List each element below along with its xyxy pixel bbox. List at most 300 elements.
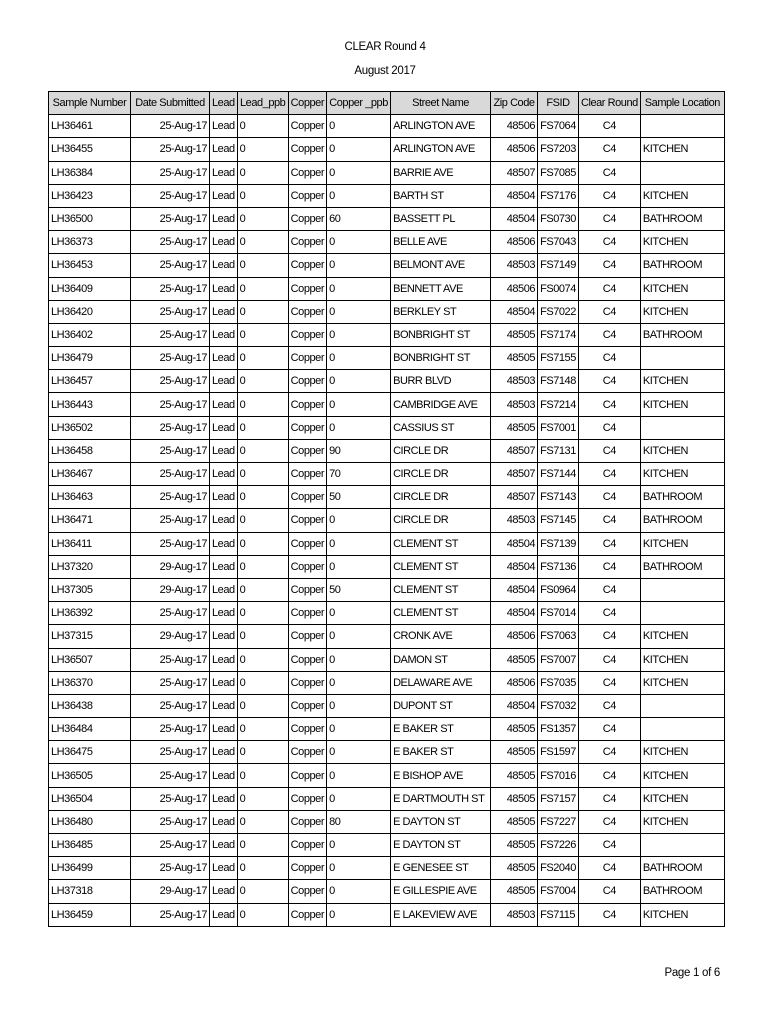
cell-date-submitted: 25-Aug-17	[131, 834, 210, 857]
cell-copper-ppb: 0	[327, 393, 391, 416]
cell-sample-location	[640, 161, 724, 184]
cell-copper: Copper	[288, 555, 326, 578]
cell-date-submitted: 29-Aug-17	[131, 578, 210, 601]
table-row	[49, 834, 725, 857]
column-header-lead-ppb: Lead_ppb	[237, 92, 288, 115]
cell-lead: Lead	[210, 370, 238, 393]
cell-lead: Lead	[210, 764, 238, 787]
cell-copper-ppb: 0	[327, 718, 391, 741]
cell-fsid: FS7176	[538, 184, 579, 207]
cell-zip-code: 48505	[491, 718, 538, 741]
cell-copper-ppb: 0	[327, 741, 391, 764]
cell-date-submitted: 25-Aug-17	[131, 300, 210, 323]
cell-fsid: FS7155	[538, 347, 579, 370]
cell-lead-ppb: 0	[237, 463, 288, 486]
cell-street-name: BENNETT AVE	[391, 277, 491, 300]
cell-copper: Copper	[288, 231, 326, 254]
cell-fsid: FS7144	[538, 463, 579, 486]
table-row	[49, 648, 725, 671]
cell-lead: Lead	[210, 555, 238, 578]
cell-sample-location	[640, 718, 724, 741]
cell-clear-round: C4	[578, 578, 640, 601]
cell-clear-round: C4	[578, 602, 640, 625]
cell-sample-location: KITCHEN	[640, 463, 724, 486]
table-row	[49, 764, 725, 787]
cell-street-name: DUPONT ST	[391, 694, 491, 717]
cell-sample-number: LH36438	[49, 694, 131, 717]
cell-copper-ppb: 0	[327, 115, 391, 138]
cell-clear-round: C4	[578, 857, 640, 880]
cell-date-submitted: 25-Aug-17	[131, 347, 210, 370]
cell-clear-round: C4	[578, 231, 640, 254]
cell-lead: Lead	[210, 602, 238, 625]
column-header-fsid: FSID	[538, 92, 579, 115]
cell-sample-location	[640, 347, 724, 370]
cell-clear-round: C4	[578, 300, 640, 323]
sample-table	[48, 91, 725, 927]
cell-sample-location: BATHROOM	[640, 857, 724, 880]
cell-sample-location: KITCHEN	[640, 138, 724, 161]
cell-sample-location: BATHROOM	[640, 486, 724, 509]
cell-lead: Lead	[210, 463, 238, 486]
cell-lead-ppb: 0	[237, 764, 288, 787]
table-row	[49, 718, 725, 741]
cell-lead-ppb: 0	[237, 486, 288, 509]
cell-zip-code: 48503	[491, 509, 538, 532]
cell-copper: Copper	[288, 625, 326, 648]
cell-sample-number: LH36409	[49, 277, 131, 300]
table-row	[49, 694, 725, 717]
cell-street-name: BASSETT PL	[391, 207, 491, 230]
cell-date-submitted: 25-Aug-17	[131, 115, 210, 138]
table-row	[49, 903, 725, 926]
table-row	[49, 161, 725, 184]
cell-sample-number: LH36475	[49, 741, 131, 764]
cell-sample-location: KITCHEN	[640, 277, 724, 300]
column-header-zip-code: Zip Code	[491, 92, 538, 115]
cell-zip-code: 48504	[491, 207, 538, 230]
cell-clear-round: C4	[578, 532, 640, 555]
cell-copper-ppb: 0	[327, 184, 391, 207]
table-row	[49, 857, 725, 880]
cell-fsid: FS0074	[538, 277, 579, 300]
cell-sample-number: LH37305	[49, 578, 131, 601]
cell-clear-round: C4	[578, 439, 640, 462]
cell-clear-round: C4	[578, 115, 640, 138]
cell-sample-number: LH36467	[49, 463, 131, 486]
cell-sample-number: LH36461	[49, 115, 131, 138]
cell-fsid: FS7014	[538, 602, 579, 625]
cell-copper-ppb: 0	[327, 277, 391, 300]
cell-sample-location: KITCHEN	[640, 671, 724, 694]
cell-zip-code: 48505	[491, 787, 538, 810]
cell-copper: Copper	[288, 857, 326, 880]
cell-copper-ppb: 0	[327, 138, 391, 161]
cell-date-submitted: 25-Aug-17	[131, 718, 210, 741]
cell-sample-number: LH36455	[49, 138, 131, 161]
cell-street-name: DAMON ST	[391, 648, 491, 671]
cell-sample-location: KITCHEN	[640, 764, 724, 787]
cell-sample-number: LH36411	[49, 532, 131, 555]
cell-date-submitted: 25-Aug-17	[131, 602, 210, 625]
cell-lead: Lead	[210, 509, 238, 532]
table-row	[49, 207, 725, 230]
cell-zip-code: 48503	[491, 393, 538, 416]
cell-fsid: FS7063	[538, 625, 579, 648]
document-subtitle: August 2017	[354, 65, 416, 77]
cell-copper: Copper	[288, 277, 326, 300]
cell-fsid: FS7203	[538, 138, 579, 161]
cell-fsid: FS7115	[538, 903, 579, 926]
cell-date-submitted: 25-Aug-17	[131, 694, 210, 717]
cell-date-submitted: 25-Aug-17	[131, 393, 210, 416]
cell-lead: Lead	[210, 138, 238, 161]
cell-date-submitted: 25-Aug-17	[131, 741, 210, 764]
cell-clear-round: C4	[578, 184, 640, 207]
cell-fsid: FS7001	[538, 416, 579, 439]
cell-copper: Copper	[288, 161, 326, 184]
cell-fsid: FS7214	[538, 393, 579, 416]
cell-lead-ppb: 0	[237, 625, 288, 648]
cell-date-submitted: 25-Aug-17	[131, 463, 210, 486]
cell-date-submitted: 25-Aug-17	[131, 277, 210, 300]
cell-copper: Copper	[288, 880, 326, 903]
cell-sample-location: KITCHEN	[640, 300, 724, 323]
cell-lead-ppb: 0	[237, 903, 288, 926]
cell-copper-ppb: 90	[327, 439, 391, 462]
cell-clear-round: C4	[578, 393, 640, 416]
cell-lead-ppb: 0	[237, 138, 288, 161]
cell-date-submitted: 25-Aug-17	[131, 231, 210, 254]
cell-clear-round: C4	[578, 648, 640, 671]
cell-sample-location	[640, 416, 724, 439]
cell-copper: Copper	[288, 300, 326, 323]
cell-zip-code: 48503	[491, 254, 538, 277]
cell-fsid: FS0964	[538, 578, 579, 601]
cell-clear-round: C4	[578, 347, 640, 370]
cell-date-submitted: 25-Aug-17	[131, 370, 210, 393]
cell-date-submitted: 29-Aug-17	[131, 555, 210, 578]
cell-sample-number: LH36453	[49, 254, 131, 277]
cell-copper-ppb: 0	[327, 532, 391, 555]
cell-sample-location: KITCHEN	[640, 648, 724, 671]
table-row	[49, 787, 725, 810]
cell-copper-ppb: 0	[327, 857, 391, 880]
cell-copper: Copper	[288, 578, 326, 601]
cell-fsid: FS7136	[538, 555, 579, 578]
cell-zip-code: 48503	[491, 903, 538, 926]
cell-zip-code: 48504	[491, 578, 538, 601]
cell-street-name: E BAKER ST	[391, 741, 491, 764]
cell-lead: Lead	[210, 115, 238, 138]
cell-lead: Lead	[210, 625, 238, 648]
cell-street-name: CIRCLE DR	[391, 486, 491, 509]
cell-clear-round: C4	[578, 161, 640, 184]
cell-street-name: E DARTMOUTH ST	[391, 787, 491, 810]
cell-copper: Copper	[288, 810, 326, 833]
cell-street-name: BONBRIGHT ST	[391, 323, 491, 346]
cell-copper-ppb: 50	[327, 486, 391, 509]
table-row	[49, 602, 725, 625]
cell-copper: Copper	[288, 718, 326, 741]
column-header-street-name: Street Name	[391, 92, 491, 115]
cell-date-submitted: 29-Aug-17	[131, 625, 210, 648]
cell-lead-ppb: 0	[237, 810, 288, 833]
cell-sample-number: LH37320	[49, 555, 131, 578]
table-row	[49, 184, 725, 207]
cell-lead: Lead	[210, 578, 238, 601]
cell-sample-location: KITCHEN	[640, 370, 724, 393]
cell-sample-number: LH36463	[49, 486, 131, 509]
cell-zip-code: 48506	[491, 115, 538, 138]
cell-sample-number: LH36420	[49, 300, 131, 323]
cell-lead: Lead	[210, 810, 238, 833]
cell-copper-ppb: 0	[327, 370, 391, 393]
cell-fsid: FS1357	[538, 718, 579, 741]
cell-lead-ppb: 0	[237, 509, 288, 532]
cell-sample-location: KITCHEN	[640, 810, 724, 833]
cell-sample-number: LH36384	[49, 161, 131, 184]
cell-date-submitted: 25-Aug-17	[131, 671, 210, 694]
cell-lead-ppb: 0	[237, 880, 288, 903]
cell-clear-round: C4	[578, 323, 640, 346]
cell-date-submitted: 25-Aug-17	[131, 509, 210, 532]
cell-copper-ppb: 0	[327, 834, 391, 857]
cell-lead-ppb: 0	[237, 648, 288, 671]
cell-date-submitted: 25-Aug-17	[131, 138, 210, 161]
cell-date-submitted: 25-Aug-17	[131, 254, 210, 277]
cell-sample-number: LH36504	[49, 787, 131, 810]
cell-copper-ppb: 60	[327, 207, 391, 230]
cell-sample-number: LH37318	[49, 880, 131, 903]
cell-date-submitted: 25-Aug-17	[131, 439, 210, 462]
cell-lead: Lead	[210, 254, 238, 277]
cell-lead: Lead	[210, 161, 238, 184]
cell-sample-number: LH36458	[49, 439, 131, 462]
cell-sample-location: KITCHEN	[640, 439, 724, 462]
cell-lead: Lead	[210, 532, 238, 555]
cell-sample-number: LH36499	[49, 857, 131, 880]
cell-copper: Copper	[288, 509, 326, 532]
cell-date-submitted: 25-Aug-17	[131, 787, 210, 810]
cell-lead-ppb: 0	[237, 161, 288, 184]
cell-copper-ppb: 0	[327, 602, 391, 625]
cell-lead: Lead	[210, 834, 238, 857]
cell-lead: Lead	[210, 903, 238, 926]
cell-clear-round: C4	[578, 207, 640, 230]
table-row	[49, 231, 725, 254]
cell-copper: Copper	[288, 903, 326, 926]
cell-copper: Copper	[288, 694, 326, 717]
cell-lead: Lead	[210, 231, 238, 254]
cell-zip-code: 48505	[491, 810, 538, 833]
cell-copper-ppb: 0	[327, 347, 391, 370]
cell-sample-location: BATHROOM	[640, 880, 724, 903]
cell-sample-number: LH36402	[49, 323, 131, 346]
cell-fsid: FS7148	[538, 370, 579, 393]
cell-clear-round: C4	[578, 277, 640, 300]
cell-clear-round: C4	[578, 416, 640, 439]
cell-copper-ppb: 0	[327, 671, 391, 694]
cell-clear-round: C4	[578, 625, 640, 648]
cell-copper: Copper	[288, 138, 326, 161]
cell-date-submitted: 25-Aug-17	[131, 903, 210, 926]
table-row	[49, 300, 725, 323]
cell-street-name: CLEMENT ST	[391, 602, 491, 625]
column-header-clear-round: Clear Round	[578, 92, 640, 115]
cell-copper: Copper	[288, 764, 326, 787]
cell-copper: Copper	[288, 207, 326, 230]
cell-fsid: FS7016	[538, 764, 579, 787]
cell-street-name: CASSIUS ST	[391, 416, 491, 439]
cell-zip-code: 48503	[491, 370, 538, 393]
cell-copper: Copper	[288, 184, 326, 207]
cell-lead: Lead	[210, 277, 238, 300]
cell-clear-round: C4	[578, 671, 640, 694]
cell-lead: Lead	[210, 207, 238, 230]
cell-lead-ppb: 0	[237, 787, 288, 810]
cell-sample-number: LH36370	[49, 671, 131, 694]
cell-lead-ppb: 0	[237, 231, 288, 254]
cell-copper: Copper	[288, 834, 326, 857]
table-row	[49, 625, 725, 648]
cell-copper-ppb: 50	[327, 578, 391, 601]
cell-sample-number: LH36471	[49, 509, 131, 532]
cell-clear-round: C4	[578, 718, 640, 741]
cell-sample-location: KITCHEN	[640, 787, 724, 810]
cell-date-submitted: 25-Aug-17	[131, 323, 210, 346]
cell-clear-round: C4	[578, 764, 640, 787]
cell-copper: Copper	[288, 532, 326, 555]
table-row	[49, 532, 725, 555]
cell-lead-ppb: 0	[237, 347, 288, 370]
cell-date-submitted: 29-Aug-17	[131, 880, 210, 903]
cell-sample-number: LH36479	[49, 347, 131, 370]
cell-fsid: FS7022	[538, 300, 579, 323]
cell-zip-code: 48505	[491, 741, 538, 764]
cell-street-name: CLEMENT ST	[391, 578, 491, 601]
cell-date-submitted: 25-Aug-17	[131, 184, 210, 207]
cell-sample-location: BATHROOM	[640, 323, 724, 346]
cell-lead: Lead	[210, 648, 238, 671]
cell-street-name: CIRCLE DR	[391, 509, 491, 532]
cell-lead-ppb: 0	[237, 671, 288, 694]
cell-lead-ppb: 0	[237, 741, 288, 764]
table-row	[49, 880, 725, 903]
cell-zip-code: 48504	[491, 555, 538, 578]
cell-lead: Lead	[210, 439, 238, 462]
cell-fsid: FS7035	[538, 671, 579, 694]
cell-clear-round: C4	[578, 834, 640, 857]
cell-copper: Copper	[288, 347, 326, 370]
cell-sample-number: LH36459	[49, 903, 131, 926]
cell-zip-code: 48506	[491, 231, 538, 254]
cell-sample-location: KITCHEN	[640, 532, 724, 555]
cell-sample-number: LH36373	[49, 231, 131, 254]
cell-zip-code: 48507	[491, 439, 538, 462]
cell-sample-number: LH36480	[49, 810, 131, 833]
cell-zip-code: 48504	[491, 300, 538, 323]
table-row	[49, 578, 725, 601]
cell-date-submitted: 25-Aug-17	[131, 764, 210, 787]
document-title: CLEAR Round 4	[344, 41, 426, 53]
cell-lead: Lead	[210, 184, 238, 207]
cell-copper: Copper	[288, 671, 326, 694]
table-row	[49, 277, 725, 300]
cell-lead-ppb: 0	[237, 718, 288, 741]
cell-clear-round: C4	[578, 370, 640, 393]
cell-sample-location: KITCHEN	[640, 741, 724, 764]
cell-street-name: BELLE AVE	[391, 231, 491, 254]
cell-zip-code: 48504	[491, 184, 538, 207]
cell-date-submitted: 25-Aug-17	[131, 486, 210, 509]
cell-copper-ppb: 0	[327, 231, 391, 254]
page-number: Page 1 of 6	[664, 967, 720, 979]
cell-copper-ppb: 0	[327, 555, 391, 578]
table-row	[49, 115, 725, 138]
table-body	[49, 115, 725, 927]
cell-lead: Lead	[210, 880, 238, 903]
cell-street-name: CIRCLE DR	[391, 463, 491, 486]
cell-zip-code: 48504	[491, 532, 538, 555]
cell-lead-ppb: 0	[237, 184, 288, 207]
cell-sample-number: LH36457	[49, 370, 131, 393]
cell-clear-round: C4	[578, 741, 640, 764]
cell-fsid: FS7032	[538, 694, 579, 717]
cell-copper: Copper	[288, 787, 326, 810]
cell-fsid: FS7131	[538, 439, 579, 462]
cell-sample-number: LH36485	[49, 834, 131, 857]
cell-lead: Lead	[210, 347, 238, 370]
cell-zip-code: 48505	[491, 880, 538, 903]
cell-sample-location: KITCHEN	[640, 393, 724, 416]
cell-sample-location: BATHROOM	[640, 509, 724, 532]
cell-zip-code: 48507	[491, 463, 538, 486]
cell-fsid: FS7139	[538, 532, 579, 555]
cell-clear-round: C4	[578, 509, 640, 532]
cell-clear-round: C4	[578, 880, 640, 903]
cell-date-submitted: 25-Aug-17	[131, 207, 210, 230]
table-row	[49, 393, 725, 416]
cell-date-submitted: 25-Aug-17	[131, 810, 210, 833]
cell-clear-round: C4	[578, 138, 640, 161]
cell-copper: Copper	[288, 741, 326, 764]
cell-date-submitted: 25-Aug-17	[131, 161, 210, 184]
cell-zip-code: 48506	[491, 277, 538, 300]
table-row	[49, 439, 725, 462]
cell-lead-ppb: 0	[237, 857, 288, 880]
cell-date-submitted: 25-Aug-17	[131, 648, 210, 671]
cell-copper: Copper	[288, 439, 326, 462]
cell-lead: Lead	[210, 416, 238, 439]
cell-sample-location: KITCHEN	[640, 903, 724, 926]
cell-sample-location: BATHROOM	[640, 207, 724, 230]
table-row	[49, 416, 725, 439]
cell-street-name: BARRIE AVE	[391, 161, 491, 184]
header-row	[49, 92, 725, 115]
cell-copper-ppb: 0	[327, 764, 391, 787]
cell-copper: Copper	[288, 416, 326, 439]
cell-copper-ppb: 0	[327, 161, 391, 184]
cell-sample-number: LH36502	[49, 416, 131, 439]
cell-lead-ppb: 0	[237, 439, 288, 462]
table-row	[49, 138, 725, 161]
table-row	[49, 509, 725, 532]
cell-street-name: ARLINGTON AVE	[391, 138, 491, 161]
cell-lead: Lead	[210, 323, 238, 346]
cell-lead-ppb: 0	[237, 602, 288, 625]
cell-sample-location: BATHROOM	[640, 555, 724, 578]
